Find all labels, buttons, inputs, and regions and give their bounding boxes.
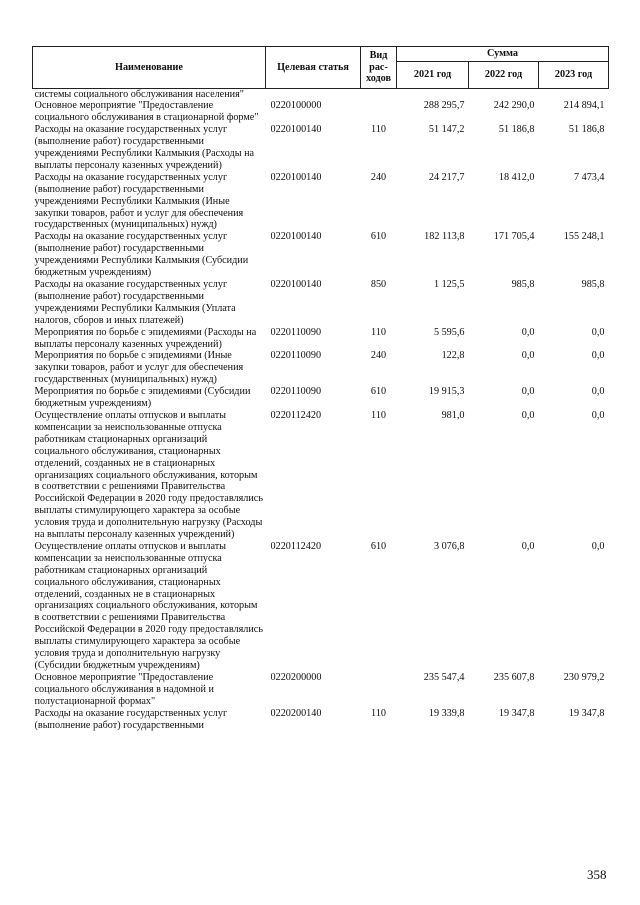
row-amount-2023: 230 979,2 (563, 671, 605, 683)
row-target-article: 0220100140 (270, 231, 322, 243)
row-amount-2021: 24 217,7 (428, 171, 465, 183)
row-name: Расходы на оказание государственных услуг (выполнение работ) государственными учреждениями Республики Калмыкия (Уплата налогов, сборов и иных платежей) (34, 279, 236, 326)
row-expense-type: 110 (371, 409, 386, 421)
row-amount-2021: 19 339,8 (428, 707, 465, 719)
table-body (33, 88, 609, 731)
row-expense-type: 240 (370, 171, 387, 183)
row-name: системы социального обслуживания населения" (34, 88, 244, 100)
row-target-article: 0220200000 (270, 671, 322, 683)
page-number: 358 (587, 867, 607, 882)
row-name: Осуществление оплаты отпусков и выплаты компенсации за неиспользованные отпуска работникам стационарных организаций социального обслуживания, стационарных отделений, созданных не в стационарных организациях социального обслуживания, которым в соответствии с решениями Правительства Российской Федерации в 2020 году предоставлялись выплаты стимулирующего характера за особые условия труда и дополнительную нагрузку (Расходы на выплаты персоналу казенных учреждений) (34, 409, 263, 541)
row-name: Мероприятия по борьбе с эпидемиями (Расходы на выплаты персоналу казенных учреждений) (34, 326, 257, 350)
row-amount-2021: 1 125,5 (433, 279, 465, 290)
table-row (33, 708, 609, 732)
header-name: Наименование (33, 47, 266, 89)
row-amount-2021: 235 547,4 (423, 671, 465, 683)
row-amount-2022: 985,8 (511, 279, 535, 290)
row-amount-2021: 182 113,8 (424, 231, 465, 243)
row-amount-2023: 0,0 (591, 540, 605, 552)
table-row (33, 88, 609, 100)
row-amount-2023: 7 473,4 (573, 171, 605, 183)
row-amount-2021 (397, 88, 469, 100)
row-target-article: 0220200140 (270, 707, 322, 719)
table-row (33, 172, 609, 232)
row-amount-2023: 985,8 (581, 279, 605, 290)
row-amount-2021: 19 915,3 (428, 386, 465, 398)
row-expense-type (361, 672, 397, 708)
row-amount-2023: 0,0 (591, 326, 605, 338)
row-target-article: 0220100140 (270, 171, 322, 183)
table-row (33, 410, 609, 541)
row-target-article: 0220100000 (270, 100, 322, 112)
table-row (33, 541, 609, 672)
table-row (33, 100, 609, 124)
row-amount-2021: 51 147,2 (428, 124, 465, 136)
row-target-article: 0220112420 (270, 540, 322, 552)
header-sum: Сумма (397, 47, 609, 62)
row-expense-type (361, 100, 397, 124)
table-row (33, 327, 609, 351)
table-row (33, 124, 609, 172)
row-amount-2021: 981,0 (441, 409, 465, 421)
row-expense-type: 110 (371, 707, 386, 719)
row-amount-2021: 122,8 (441, 350, 465, 362)
row-name: Расходы на оказание государственных услуг (выполнение работ) государственными учреждениями Республики Калмыкия (Расходы на выплаты персоналу казенных учреждений) (34, 124, 255, 171)
table-header (33, 47, 609, 89)
row-amount-2022: 0,0 (521, 540, 535, 552)
row-amount-2023: 0,0 (591, 409, 605, 421)
table-row (33, 386, 609, 410)
row-amount-2022: 235 607,8 (493, 671, 535, 683)
row-amount-2022: 171 705,4 (493, 231, 535, 243)
header-year-2021: 2021 год (397, 61, 469, 88)
row-target-article: 0220110090 (270, 326, 322, 338)
row-target-article: 0220110090 (270, 350, 322, 362)
header-year-2023: 2023 год (539, 61, 609, 88)
row-amount-2023: 214 894,1 (563, 100, 605, 112)
row-amount-2023 (539, 88, 609, 100)
header-target-article: Целевая статья (266, 47, 361, 89)
row-amount-2021: 288 295,7 (423, 100, 465, 112)
row-expense-type: 110 (371, 326, 386, 338)
row-name: Осуществление оплаты отпусков и выплаты компенсации за неиспользованные отпуска работникам стационарных организаций социального обслуживания, стационарных отделений, созданных не в стационарных организациях социального обслуживания, которым в соответствии с решениями Правительства Российской Федерации в 2020 году предоставлялись выплаты стимулирующего характера за особые условия труда и дополнительную нагрузку (Субсидии бюджетным учреждениям) (34, 540, 263, 671)
row-amount-2022: 0,0 (521, 409, 535, 421)
row-amount-2022 (469, 88, 539, 100)
header-expense-type: Вид рас-ходов (361, 47, 397, 89)
row-target-article: 0220112420 (270, 409, 322, 421)
row-expense-type: 850 (370, 279, 387, 290)
row-amount-2022: 18 412,0 (498, 171, 535, 183)
header-year-2022: 2022 год (469, 61, 539, 88)
row-name: Расходы на оказание государственных услуг (выполнение работ) государственными учреждениями Республики Калмыкия (Субсидии бюджетным учреждениям) (34, 231, 249, 279)
row-target-article (266, 88, 361, 100)
row-amount-2022: 242 290,0 (493, 100, 535, 112)
row-name: Расходы на оказание государственных услуг (выполнение работ) государственными (34, 707, 228, 731)
row-expense-type: 610 (370, 386, 387, 398)
row-amount-2022: 51 186,8 (498, 124, 535, 136)
table-row (33, 231, 609, 279)
row-amount-2023: 155 248,1 (563, 231, 605, 243)
row-name: Мероприятия по борьбе с эпидемиями (Субсидии бюджетным учреждениям) (34, 386, 251, 410)
row-name: Расходы на оказание государственных услуг (выполнение работ) государственными учреждениями Республики Калмыкия (Иные закупки товаров, работ и услуг для обеспечения государственных (муниципальных) нужд) (34, 171, 244, 231)
row-amount-2022: 0,0 (521, 326, 535, 338)
row-expense-type: 610 (370, 231, 387, 243)
row-amount-2022: 19 347,8 (498, 707, 535, 719)
row-amount-2022: 0,0 (521, 386, 535, 398)
row-target-article: 0220100140 (270, 124, 322, 136)
row-amount-2023: 0,0 (591, 350, 605, 362)
budget-table (32, 46, 609, 731)
row-amount-2021: 5 595,6 (433, 326, 465, 338)
row-expense-type (361, 88, 397, 100)
row-amount-2023: 51 186,8 (568, 124, 605, 136)
row-target-article: 0220100140 (270, 279, 322, 290)
row-name: Основное мероприятие "Предоставление социального обслуживания в стационарной форме" (34, 100, 259, 124)
row-expense-type: 240 (370, 350, 387, 362)
table-row (33, 350, 609, 386)
row-name: Основное мероприятие "Предоставление социального обслуживания в надомной и полустационарной формах" (34, 671, 214, 707)
row-amount-2023: 0,0 (591, 386, 605, 398)
row-amount-2022: 0,0 (521, 350, 535, 362)
row-expense-type: 110 (371, 124, 386, 136)
row-expense-type: 610 (370, 540, 387, 552)
row-amount-2023: 19 347,8 (568, 707, 605, 719)
row-name: Мероприятия по борьбе с эпидемиями (Иные закупки товаров, работ и услуг для обеспечения государственных (муниципальных) нужд) (34, 350, 244, 386)
table-row (33, 672, 609, 708)
table-row (33, 279, 609, 327)
row-amount-2021: 3 076,8 (433, 540, 465, 552)
row-target-article: 0220110090 (270, 386, 322, 398)
